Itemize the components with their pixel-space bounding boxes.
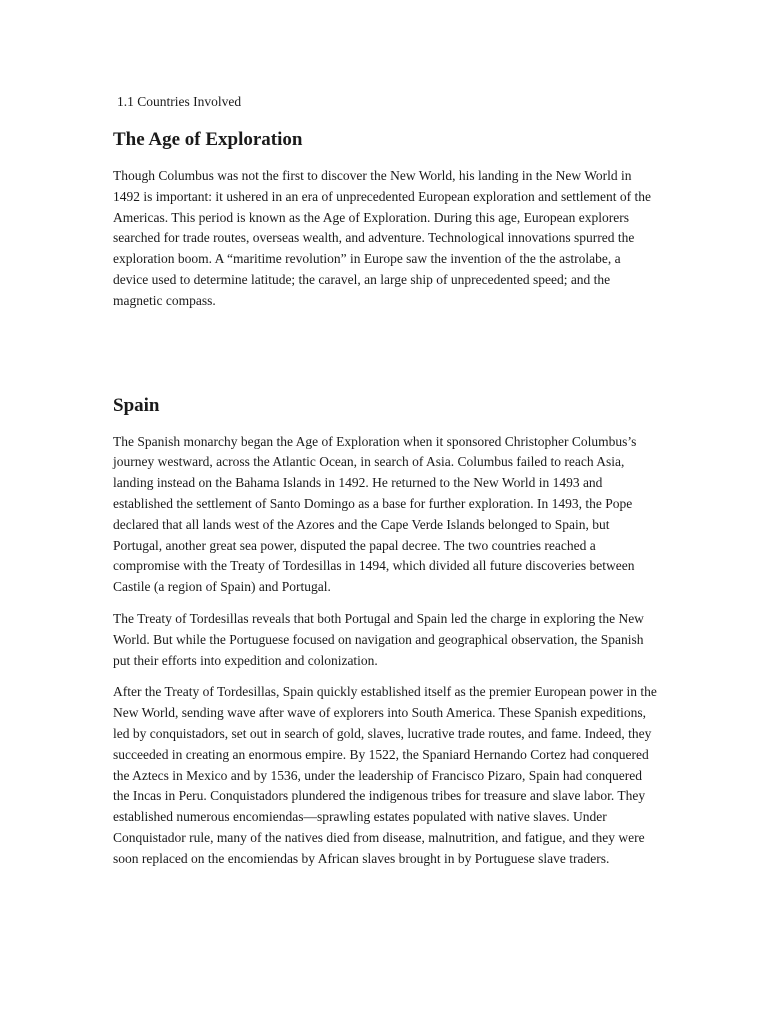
section-heading-spain: Spain [113,394,160,416]
document-page [113,92,658,870]
intro-paragraph: Though Columbus was not the first to discover the New World, his landing in the New World in 1492 is important: it ushered in an era of unprecedented European exploration and settlement of the Americas. This period is known as the Age of Exploration. During this age, European explorers searched for trade routes, overseas wealth, and adventure. Technological innovations spurred the exploration boom. A “maritime revolution” in Europe saw the invention of the the astrolabe, a device used to determine latitude; the caravel, an large ship of unprecedented speed; and the magnetic compass. [113,168,651,308]
page-title: The Age of Exploration [113,129,303,150]
spain-paragraph-1: The Spanish monarchy began the Age of Exploration when it sponsored Christopher Columbus’s journey westward, across the Atlantic Ocean, in search of Asia. Columbus failed to reach Asia, landing instead on the Bahama Islands in 1492. He returned to the New World in 1493 and established the settlement of Santo Domingo as a base for further exploration. In 1493, the Pope declared that all lands west of the Azores and the Cape Verde Islands belonged to Spain, but Portugal, another great sea power, disputed the papal decree. The two countries reached a compromise with the Treaty of Tordesillas in 1494, which divided all future discoveries between Castile (a region of Spain) and Portugal. [113,433,637,595]
section-number: 1.1 Countries Involved [117,94,242,109]
spain-paragraph-2: The Treaty of Tordesillas reveals that both Portugal and Spain led the charge in exploring the New World. But while the Portuguese focused on navigation and geographical observation, the Spanish put their efforts into expedition and colonization. [113,610,644,668]
spain-paragraph-3: After the Treaty of Tordesillas, Spain quickly established itself as the premier European power in the New World, sending wave after wave of explorers into South America. These Spanish expeditions, led by conquistadors, set out in search of gold, slaves, lucrative trade routes, and fame. Indeed, they succeeded in creating an enormous empire. By 1522, the Spaniard Hernando Cortez had conquered the Aztecs in Mexico and by 1536, under the leadership of Francisco Pizaro, Spain had conquered the Incas in Peru. Conquistadors plundered the indigenous tribes for treasure and slave labor. They established numerous encomiendas—sprawling estates populated with native slaves. Under Conquistador rule, many of the natives died from disease, malnutrition, and fatigue, and they were soon replaced on the encomiendas by African slaves brought in by Portuguese slave traders. [113,684,657,866]
